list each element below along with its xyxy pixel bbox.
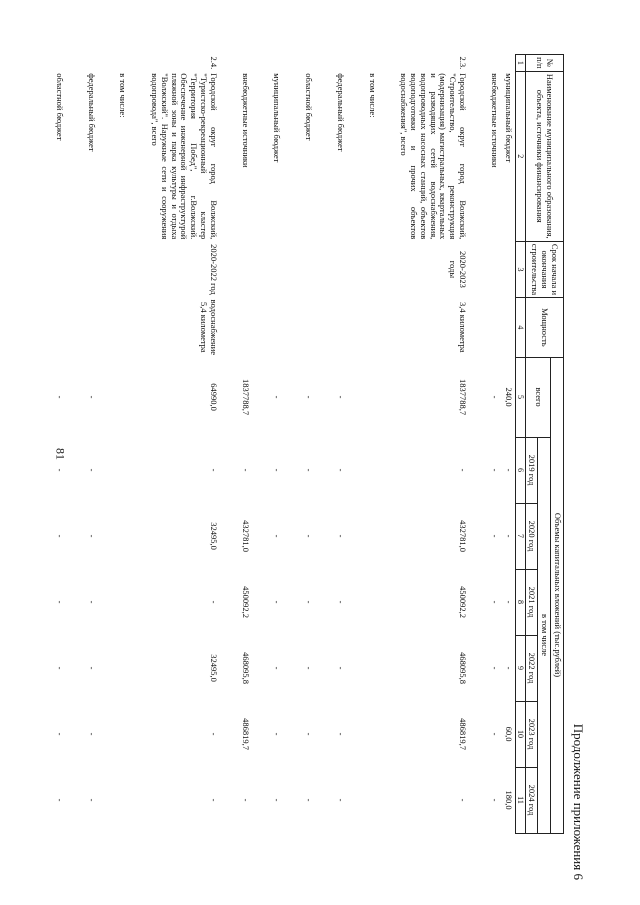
column-number: 5 bbox=[515, 357, 525, 437]
row-year-value: - bbox=[54, 666, 65, 670]
header-volumes: Объемы капитальных вложений (тыс.рублей) bbox=[551, 357, 564, 833]
row-number bbox=[301, 55, 315, 72]
row-capacity bbox=[301, 298, 315, 357]
row-year-value: - bbox=[240, 798, 251, 802]
row-year-value: - bbox=[304, 600, 315, 604]
row-name: внебюджетные источники bbox=[240, 73, 251, 168]
row-total: - bbox=[54, 395, 65, 399]
row-year-value: - bbox=[54, 798, 65, 802]
page-number: 81 bbox=[53, 448, 68, 460]
column-number: 1 bbox=[515, 55, 525, 72]
row-spacer-cell bbox=[347, 55, 365, 834]
row-year-value: - bbox=[489, 600, 500, 604]
row-name: в том числе: bbox=[118, 73, 129, 118]
header-year: 2022 год bbox=[525, 635, 538, 701]
continuation-title: Продолжение приложения 6 bbox=[571, 723, 586, 880]
row-year-value: 432781,0 bbox=[240, 520, 251, 552]
row-spacer bbox=[379, 55, 397, 834]
table-row bbox=[84, 55, 98, 834]
row-year-value: - bbox=[304, 666, 315, 670]
row-spacer bbox=[66, 55, 84, 834]
row-period bbox=[333, 241, 347, 297]
row-year-value bbox=[365, 437, 379, 503]
row-year-value: - bbox=[272, 534, 283, 538]
row-year-value: 468095,8 bbox=[240, 652, 251, 684]
row-year-value: - bbox=[335, 534, 346, 538]
row-year-value: - bbox=[208, 732, 219, 736]
row-year-value: - bbox=[335, 600, 346, 604]
row-year-value: - bbox=[489, 534, 500, 538]
row-total: - bbox=[86, 395, 97, 399]
table-row bbox=[365, 55, 379, 834]
row-period bbox=[270, 241, 284, 297]
row-number bbox=[52, 55, 66, 72]
row-year-value: - bbox=[240, 468, 251, 472]
table-row bbox=[52, 55, 66, 834]
row-year-value: 432781,0 bbox=[457, 520, 468, 552]
row-year-value: - bbox=[304, 534, 315, 538]
header-year: 2019 год bbox=[525, 437, 538, 503]
row-year-value bbox=[365, 701, 379, 767]
row-spacer bbox=[129, 55, 147, 834]
row-capacity bbox=[52, 298, 66, 357]
row-year-value: - bbox=[208, 798, 219, 802]
row-name: в том числе: bbox=[367, 73, 378, 118]
row-spacer-cell bbox=[315, 55, 333, 834]
row-year-value: - bbox=[304, 468, 315, 472]
column-number: 8 bbox=[515, 569, 525, 635]
row-spacer bbox=[469, 55, 487, 834]
row-year-value: 486819,7 bbox=[240, 718, 251, 750]
row-year-value: 32495,0 bbox=[208, 522, 219, 550]
row-period bbox=[365, 241, 379, 297]
table-row bbox=[238, 55, 252, 834]
row-number bbox=[487, 55, 501, 72]
row-period: 2020-2022 год bbox=[208, 244, 219, 295]
row-year-value bbox=[116, 701, 130, 767]
row-year-value: - bbox=[304, 798, 315, 802]
header-year: 2020 год bbox=[525, 503, 538, 569]
row-year-value: - bbox=[86, 600, 97, 604]
row-spacer bbox=[252, 55, 270, 834]
row-capacity: 3,4 километра bbox=[457, 301, 468, 353]
row-number bbox=[238, 55, 252, 72]
header-name: Наименование муниципального образования, объекта, источники финансирования bbox=[525, 71, 563, 241]
row-spacer bbox=[315, 55, 333, 834]
row-spacer bbox=[220, 55, 238, 834]
row-year-value bbox=[116, 437, 130, 503]
row-year-value: - bbox=[503, 666, 514, 670]
header-including: в том числе bbox=[538, 437, 551, 833]
row-year-value: - bbox=[86, 798, 97, 802]
table-row bbox=[333, 55, 347, 834]
row-period bbox=[487, 241, 501, 297]
row-year-value bbox=[365, 635, 379, 701]
row-name: муниципальный бюджет bbox=[272, 73, 283, 163]
row-year-value: - bbox=[272, 600, 283, 604]
row-year-value: 468095,8 bbox=[457, 652, 468, 684]
row-period bbox=[52, 241, 66, 297]
header-capacity: Мощность bbox=[525, 298, 563, 357]
row-year-value: - bbox=[489, 468, 500, 472]
row-name: областной бюджет bbox=[304, 73, 315, 141]
column-number: 10 bbox=[515, 701, 525, 767]
row-number: 2.3. bbox=[457, 56, 468, 70]
header-year: 2021 год bbox=[525, 569, 538, 635]
row-total: - bbox=[489, 395, 500, 399]
row-year-value bbox=[365, 767, 379, 833]
row-total: - bbox=[304, 395, 315, 399]
row-year-value: - bbox=[304, 732, 315, 736]
row-total bbox=[365, 357, 379, 437]
row-year-value: - bbox=[272, 732, 283, 736]
row-year-value: 486819,7 bbox=[457, 718, 468, 750]
row-year-value: - bbox=[503, 600, 514, 604]
column-number: 3 bbox=[515, 241, 525, 297]
row-year-value: - bbox=[503, 468, 514, 472]
table-body bbox=[52, 55, 515, 834]
row-year-value bbox=[116, 635, 130, 701]
row-period bbox=[301, 241, 315, 297]
row-total: - bbox=[272, 395, 283, 399]
row-year-value: - bbox=[335, 732, 346, 736]
row-name: внебюджетные источники bbox=[489, 73, 500, 168]
row-total: 1837788,7 bbox=[240, 378, 251, 416]
table-row bbox=[301, 55, 315, 834]
row-spacer-cell bbox=[98, 55, 116, 834]
row-year-value: - bbox=[503, 534, 514, 538]
row-total bbox=[116, 357, 130, 437]
row-year-value: - bbox=[457, 798, 468, 802]
column-number: 6 bbox=[515, 437, 525, 503]
row-name: областной бюджет bbox=[54, 73, 65, 141]
row-year-value: - bbox=[208, 600, 219, 604]
table-row bbox=[116, 55, 130, 834]
column-number: 9 bbox=[515, 635, 525, 701]
row-total: 1837788,7 bbox=[457, 378, 468, 416]
row-year-value: 180,0 bbox=[503, 790, 514, 810]
row-capacity bbox=[84, 298, 98, 357]
row-year-value: - bbox=[489, 798, 500, 802]
row-name: федеральный бюджет bbox=[335, 73, 346, 152]
row-year-value: 32495,0 bbox=[208, 654, 219, 682]
row-year-value: - bbox=[272, 666, 283, 670]
table-row bbox=[501, 55, 515, 834]
row-capacity: водоснабжение 5,4 километра bbox=[199, 299, 219, 356]
row-spacer-cell bbox=[252, 55, 270, 834]
column-number: 2 bbox=[515, 71, 525, 241]
row-year-value: - bbox=[335, 468, 346, 472]
rotated-page-content bbox=[50, 54, 590, 884]
row-spacer bbox=[347, 55, 365, 834]
row-capacity bbox=[501, 298, 515, 357]
row-year-value: - bbox=[86, 534, 97, 538]
row-spacer-cell bbox=[283, 55, 301, 834]
row-spacer-cell bbox=[66, 55, 84, 834]
row-spacer bbox=[98, 55, 116, 834]
row-total: - bbox=[335, 395, 346, 399]
row-year-value: - bbox=[86, 732, 97, 736]
row-capacity bbox=[333, 298, 347, 357]
row-year-value bbox=[365, 503, 379, 569]
row-year-value bbox=[116, 569, 130, 635]
row-number: 2.4. bbox=[208, 56, 219, 70]
row-year-value: - bbox=[86, 468, 97, 472]
row-period: 2020-2023 годы bbox=[448, 251, 468, 288]
row-year-value: - bbox=[335, 798, 346, 802]
row-spacer bbox=[283, 55, 301, 834]
row-year-value: - bbox=[457, 468, 468, 472]
row-year-value: - bbox=[272, 798, 283, 802]
row-number bbox=[116, 55, 130, 72]
header-period: Срок начала и окончания строительства bbox=[525, 241, 563, 297]
column-number: 11 bbox=[515, 767, 525, 833]
row-total: 240,0 bbox=[503, 387, 514, 407]
row-capacity bbox=[487, 298, 501, 357]
table-row bbox=[270, 55, 284, 834]
header-year: 2023 год bbox=[525, 701, 538, 767]
row-year-value: - bbox=[54, 732, 65, 736]
row-period bbox=[84, 241, 98, 297]
row-capacity bbox=[116, 298, 130, 357]
row-year-value: 60,0 bbox=[503, 726, 514, 742]
row-capacity bbox=[270, 298, 284, 357]
row-year-value: - bbox=[208, 468, 219, 472]
row-name: Городской округ город Волжский, "Строительство, реконструкция (модернизация) магистральных, квартальных и разводящих сетей водоснабжения, водопроводных насосных станций, объектов водоподготовки и прочих объектов водоснабжения", всего bbox=[399, 73, 468, 240]
row-total: 64990,0 bbox=[208, 383, 219, 411]
header-year: 2024 год bbox=[525, 767, 538, 833]
table-row bbox=[397, 55, 469, 834]
row-spacer-cell bbox=[129, 55, 147, 834]
row-year-value: - bbox=[54, 534, 65, 538]
row-period bbox=[116, 241, 130, 297]
row-spacer-cell bbox=[220, 55, 238, 834]
row-year-value: 450092,2 bbox=[457, 586, 468, 618]
table-row bbox=[487, 55, 501, 834]
row-year-value: - bbox=[54, 600, 65, 604]
row-number bbox=[333, 55, 347, 72]
row-year-value: - bbox=[272, 468, 283, 472]
row-name: Городской округ город Волжский, "Туристско-рекреационный кластер "Территория Побед", г.Волжский. Обеспечение инженерной инфраструктурой пляжной зоны и парка культуры и отдыха "Волжский". Наружные сети и сооружения водопровода", всего bbox=[150, 73, 219, 240]
row-number bbox=[365, 55, 379, 72]
row-year-value: - bbox=[489, 666, 500, 670]
row-capacity bbox=[238, 298, 252, 357]
row-year-value bbox=[116, 503, 130, 569]
row-year-value bbox=[365, 569, 379, 635]
capital-investment-table bbox=[52, 54, 564, 834]
row-spacer-cell bbox=[379, 55, 397, 834]
row-capacity bbox=[365, 298, 379, 357]
row-period bbox=[501, 241, 515, 297]
row-year-value bbox=[116, 767, 130, 833]
row-year-value: 450092,2 bbox=[240, 586, 251, 618]
row-year-value: - bbox=[86, 666, 97, 670]
row-year-value: - bbox=[335, 666, 346, 670]
row-name: муниципальный бюджет bbox=[503, 73, 514, 163]
row-name: федеральный бюджет bbox=[86, 73, 97, 152]
row-year-value: - bbox=[54, 468, 65, 472]
row-number bbox=[84, 55, 98, 72]
row-period bbox=[238, 241, 252, 297]
column-number: 7 bbox=[515, 503, 525, 569]
column-number: 4 bbox=[515, 298, 525, 357]
row-number bbox=[501, 55, 515, 72]
row-spacer-cell bbox=[469, 55, 487, 834]
header-total: всего bbox=[525, 357, 551, 437]
row-number bbox=[270, 55, 284, 72]
header-no: № п/п bbox=[525, 55, 563, 72]
table-row bbox=[147, 55, 219, 834]
row-year-value: - bbox=[489, 732, 500, 736]
